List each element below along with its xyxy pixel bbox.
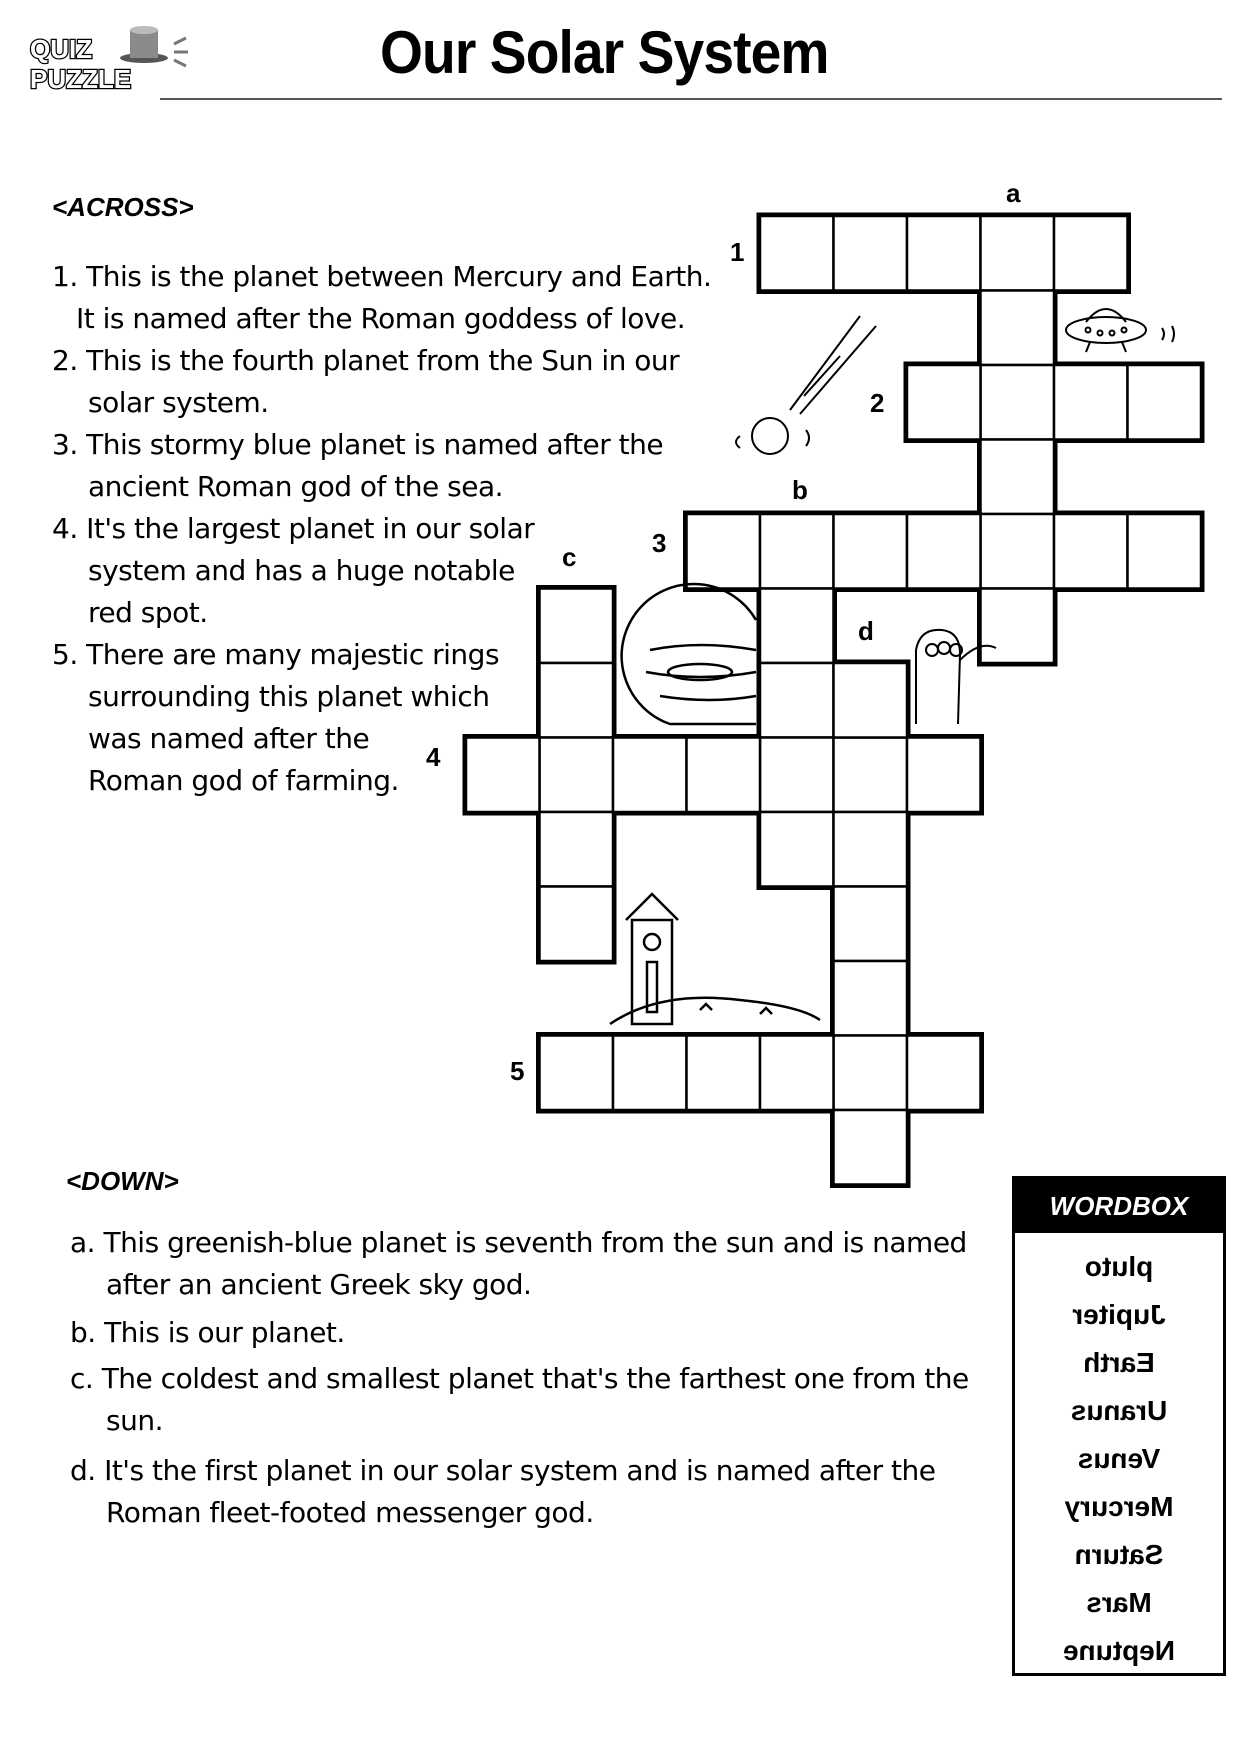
crossword-cell[interactable] [834,514,908,589]
wordbox-word: Venus [1077,1443,1161,1474]
crossword-cell[interactable] [760,663,834,738]
grid-label-5: 5 [510,1056,525,1086]
wordbox-word: Mars [1086,1587,1152,1618]
crossword-cell[interactable] [907,1036,981,1111]
crossword-cell[interactable] [981,440,1055,515]
grid-label-2: 2 [870,388,885,418]
wordbox-word: Uranus [1070,1395,1168,1426]
crossword-cell[interactable] [540,1036,614,1111]
crossword-cell[interactable] [907,738,981,813]
svg-text:QUIZ: QUIZ [30,34,93,64]
grid-label-c: c [562,542,577,572]
crossword-cell[interactable] [760,812,834,887]
crossword-cell[interactable] [907,216,981,291]
wordbox-word: Saturn [1074,1539,1164,1570]
grid-label-4: 4 [426,742,441,772]
grid-label-1: 1 [730,237,745,267]
crossword-cell[interactable] [834,1110,908,1185]
down-clue-c: c. The coldest and smallest planet that's the farthest one from the sun. [70,1362,969,1437]
ufo-drawing [1066,309,1174,352]
crossword-cell[interactable] [613,1036,687,1111]
crossword-cell[interactable] [981,514,1055,589]
crossword-cell[interactable] [834,1036,908,1111]
wordbox-word: Mercury [1064,1491,1174,1522]
grid-label-3: 3 [652,528,667,558]
down-heading: <DOWN> [66,1166,179,1196]
crossword-cell[interactable] [687,738,761,813]
crossword-cell[interactable] [907,365,981,440]
wordbox-word: Jupiter [1072,1299,1166,1330]
crossword-cell[interactable] [540,663,614,738]
crossword-cell[interactable] [834,216,908,291]
crossword-cell[interactable] [760,514,834,589]
down-clue-d: d. It's the first planet in our solar system and is named after the Roman fleet-footed messenger god. [70,1454,936,1529]
crossword-cell[interactable] [834,738,908,813]
crossword-cell[interactable] [760,589,834,664]
wordbox-word: Neptune [1063,1635,1175,1666]
svg-text:PUZZLE: PUZZLE [30,64,132,94]
crossword-cell[interactable] [834,663,908,738]
crossword-cell[interactable] [687,514,761,589]
crossword-cell[interactable] [1054,514,1128,589]
crossword-cell[interactable] [1128,365,1202,440]
crossword-cell[interactable] [760,1036,834,1111]
down-clue-a: a. This greenish-blue planet is seventh from the sun and is named after an ancient Greek sky god. [70,1226,967,1301]
grid-cells [466,216,1201,1185]
crossword-cell[interactable] [834,961,908,1036]
crossword-cell[interactable] [981,589,1055,664]
crossword-cell[interactable] [834,812,908,887]
wordbox-word: pluto [1084,1251,1154,1282]
grid-label-a: a [1006,178,1021,208]
crossword-cell[interactable] [687,1036,761,1111]
wordbox-list [1015,1233,1223,1675]
wordbox [1012,1176,1226,1676]
planet-drawing [622,584,756,724]
crossword-cell[interactable] [981,216,1055,291]
across-clue-3: 3. This stormy blue planet is named after the ancient Roman god of the sea. [52,428,664,503]
crossword-cell[interactable] [540,589,614,664]
grid-label-d: d [858,616,874,646]
rocket-drawing [610,894,820,1024]
across-clue-2: 2. This is the fourth planet from the Sun in our solar system. [52,344,680,419]
comet-drawing [736,316,876,454]
across-heading: <ACROSS> [52,192,194,222]
across-clue-1: 1. This is the planet between Mercury and Earth. It is named after the Roman goddess of love. [52,260,712,335]
down-clue-b: b. This is our planet. [70,1316,345,1349]
across-clue-4: 4. It's the largest planet in our solar system and has a huge notable red spot. [52,512,535,629]
crossword-cell[interactable] [1054,216,1128,291]
crossword-cell[interactable] [907,514,981,589]
crossword-cell[interactable] [466,738,540,813]
crossword-cell[interactable] [981,365,1055,440]
wordbox-heading: WORDBOX [1015,1179,1223,1233]
crossword-cell[interactable] [760,216,834,291]
crossword-cell[interactable] [1128,514,1202,589]
crossword-cell[interactable] [540,887,614,962]
crossword-cell[interactable] [834,887,908,962]
page-title: Our Solar System [380,19,829,86]
wordbox-word: Earth [1083,1347,1155,1378]
crossword-cell[interactable] [613,738,687,813]
crossword-cell[interactable] [760,738,834,813]
across-clue-5: 5. There are many majestic rings surrounding this planet which was named after the Roman god of farming. [52,638,500,797]
crossword-cell[interactable] [981,291,1055,366]
crossword-cell[interactable] [1054,365,1128,440]
crossword-cell[interactable] [540,738,614,813]
crossword-cell[interactable] [540,812,614,887]
grid-label-b: b [792,475,808,505]
